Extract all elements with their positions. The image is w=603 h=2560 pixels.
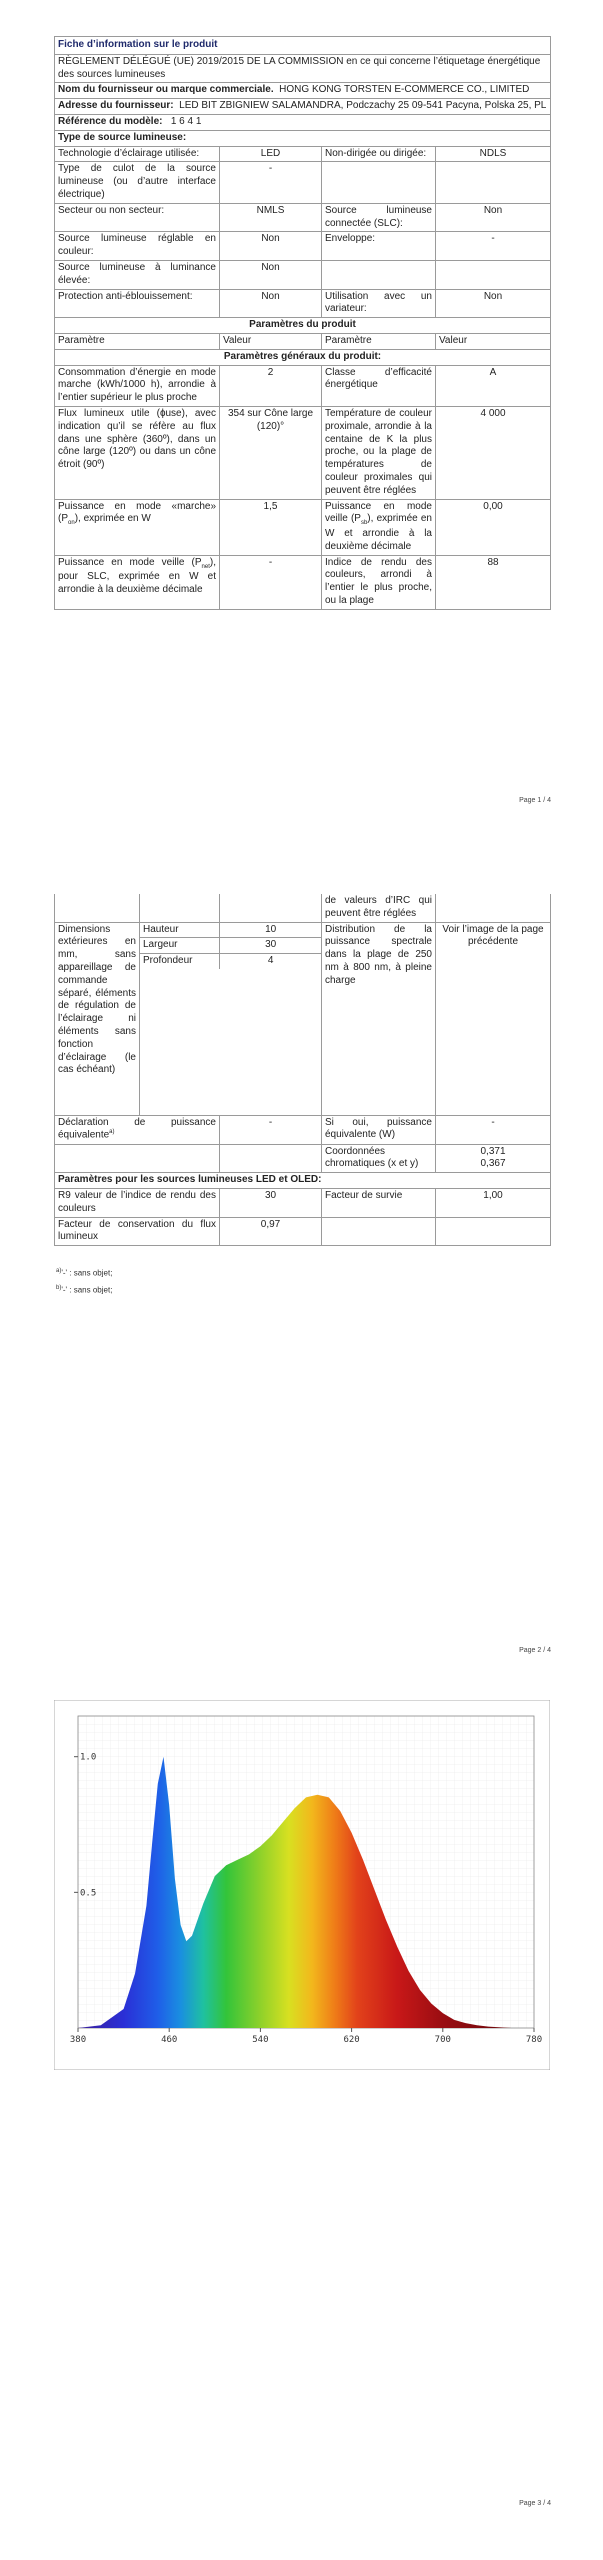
col-header-value-2: Valeur (436, 333, 551, 349)
source-row (55, 203, 551, 232)
footnote-a (56, 1268, 112, 1278)
power-net-label (55, 555, 220, 609)
source-type-heading: Type de source lumineuse: (55, 130, 551, 146)
page-2 (0, 880, 603, 1680)
row-label: Type de culot de la source lumineuse (ou d’autre interface électrique) (55, 162, 220, 203)
row-value-2: Non (436, 289, 551, 318)
row-value: - (220, 162, 322, 203)
address-value: LED BIT ZBIGNIEW SALAMANDRA, Podczachy 25 09-541 Pacyna, Polska 25, PL (179, 100, 547, 112)
address-label: Adresse du fournisseur: (58, 100, 174, 112)
chromaticity-row (55, 1144, 551, 1173)
equivalent-power-text: Déclaration de puissance équivalente (58, 1116, 216, 1141)
col-header-value: Valeur (220, 333, 322, 349)
supplier-row (55, 83, 551, 99)
row-value-2: - (436, 232, 551, 261)
power-net-label-a: Puissance en mode veille (P (58, 556, 202, 568)
power-on-value: 1,5 (220, 499, 322, 555)
dimensions-grid (140, 922, 322, 1115)
cri-continued-row (55, 894, 551, 922)
x-tick-label: 620 (343, 2035, 360, 2045)
power-on-sub: on (68, 520, 75, 527)
row-label: Secteur ou non secteur: (55, 203, 220, 232)
power-net-row (55, 555, 551, 609)
source-row (55, 232, 551, 261)
equivalent-power-label (55, 1115, 220, 1144)
power-on-label-b: ), exprimée en W (74, 513, 151, 525)
x-tick-label: 780 (525, 2035, 543, 2045)
r9-value: 30 (220, 1188, 322, 1217)
lumen-maintenance-row (55, 1217, 551, 1246)
x-tick-label: 700 (434, 2035, 451, 2045)
efficiency-class-label: Classe d’efficacité énergétique (322, 365, 436, 406)
dim-width-value: 30 (220, 938, 321, 954)
regulation-text: RÈGLEMENT DÉLÉGUÉ (UE) 2019/2015 DE LA COMMISSION en ce qui concerne l’étiquetage énergétique des sources lumineuses (55, 54, 551, 83)
footnote-b-mark: b) (56, 1285, 62, 1291)
power-net-sub: net (201, 563, 210, 570)
supplier-label: Nom du fournisseur ou marque commerciale. (58, 84, 274, 96)
led-params-heading: Paramètres pour les sources lumineuses LED et OLED: (55, 1173, 551, 1189)
row-value-2: Non (436, 203, 551, 232)
survival-factor-value: 1,00 (436, 1188, 551, 1217)
row-label-2: Utilisation avec un variateur: (322, 289, 436, 318)
model-value: 1 6 4 1 (170, 115, 202, 127)
page-number: Page 3 / 4 (519, 2500, 551, 2507)
standby-sub: sb (360, 520, 368, 527)
power-on-label-a: Puissance en mode «marche» (P (58, 500, 216, 525)
model-label: Référence du modèle: (58, 115, 163, 127)
power-net-label-b: ), pour SLC, exprimée en W et arrondie à la deuxième décimale (58, 556, 216, 596)
row-value-2 (436, 162, 551, 203)
equivalent-watts-label: Si oui, puissance équivalente (W) (322, 1115, 436, 1144)
product-info-table-continued (54, 894, 551, 1246)
r9-label: R9 valeur de l’indice de rendu des couleurs (55, 1188, 220, 1217)
address-row (55, 99, 551, 115)
survival-factor-label: Facteur de survie (322, 1188, 436, 1217)
efficiency-class-value: A (436, 365, 551, 406)
dim-height-label: Hauteur (140, 923, 220, 938)
standby-label (322, 499, 436, 555)
row-value-2 (436, 260, 551, 289)
source-row (55, 162, 551, 203)
r9-row (55, 1188, 551, 1217)
general-params-heading: Paramètres généraux du produit: (55, 349, 551, 365)
dimensions-label: Dimensions extérieures en mm, sans appareillage de commande séparé, éléments de régulation de l’éclairage ni éléments sans fonction d’éclairage (le cas échéant) (55, 922, 140, 1115)
dim-height-value: 10 (220, 923, 321, 938)
product-info-table (54, 36, 551, 610)
y-tick-label: 1.0 (80, 1752, 97, 1763)
cri-label-continued: de valeurs d’IRC qui peuvent être réglées (322, 894, 436, 922)
row-label-2 (322, 162, 436, 203)
row-value: LED (220, 146, 322, 162)
x-tick-label: 460 (161, 2035, 178, 2045)
col-header-param: Paramètre (55, 333, 220, 349)
row-label-2: Source lumineuse connectée (SLC): (322, 203, 436, 232)
footnote-a-mark: a) (56, 1268, 62, 1274)
row-value: Non (220, 289, 322, 318)
chromaticity-label: Coordonnées chromatiques (x et y) (322, 1144, 436, 1173)
power-net-value: - (220, 555, 322, 609)
cct-value: 4 000 (436, 406, 551, 499)
standby-label-a: Puissance en mode veille (P (325, 500, 432, 525)
row-label-2: Enveloppe: (322, 232, 436, 261)
dim-depth-value: 4 (267, 955, 274, 967)
spd-label: Distribution de la puissance spectrale dans la plage de 250 nm à 800 nm, à pleine charge (322, 922, 436, 1115)
equivalent-power-row (55, 1115, 551, 1144)
model-row (55, 114, 551, 130)
lumen-maintenance-value: 0,97 (220, 1217, 322, 1246)
dim-depth-label: Profondeur (140, 954, 220, 969)
footnote-b (56, 1285, 112, 1295)
footnote-a-text: '-' : sans objet; (61, 1268, 113, 1278)
power-on-row (55, 499, 551, 555)
supplier-value: HONG KONG TORSTEN E-COMMERCE CO., LIMITED (279, 84, 530, 96)
cri-value: 88 (436, 555, 551, 609)
flux-row (55, 406, 551, 499)
source-row (55, 260, 551, 289)
row-label: Protection anti-éblouissement: (55, 289, 220, 318)
energy-row (55, 365, 551, 406)
standby-label-b: ), exprimée en W et arrondie à la deuxième décimale (325, 513, 432, 552)
flux-value: 354 sur Cône large (120)° (220, 406, 322, 499)
page-title: Fiche d’information sur le produit (55, 37, 551, 55)
spectral-power-chart (54, 1700, 550, 2070)
chromaticity-value (436, 1144, 551, 1173)
cct-label: Température de couleur proximale, arrondie à la centaine de K la plus proche, ou la plage de températures de couleur proximales qui peuvent être réglées (322, 406, 436, 499)
row-label: Technologie d’éclairage utilisée: (55, 146, 220, 162)
energy-label: Consommation d’énergie en mode marche (kWh/1000 h), arrondie à l’entier supérieur le plus proche (55, 365, 220, 406)
column-header-row (55, 333, 551, 349)
row-label: Source lumineuse à luminance élevée: (55, 260, 220, 289)
dimensions-row (55, 922, 551, 1115)
row-value: Non (220, 260, 322, 289)
spd-value: Voir l’image de la page précédente (436, 922, 551, 1115)
source-row (55, 146, 551, 162)
y-tick-label: 0.5 (80, 1888, 97, 1899)
row-label: Source lumineuse réglable en couleur: (55, 232, 220, 261)
standby-value: 0,00 (436, 499, 551, 555)
chromaticity-x: 0,371 (480, 1145, 506, 1157)
page-number: Page 1 / 4 (519, 797, 551, 804)
lumen-maintenance-label: Facteur de conservation du flux lumineux (55, 1217, 220, 1246)
equivalent-watts-value: - (436, 1115, 551, 1144)
chromaticity-y: 0,367 (480, 1158, 506, 1170)
source-row (55, 289, 551, 318)
footnote-b-text: '-' : sans objet; (61, 1285, 113, 1295)
page-1 (0, 0, 603, 810)
row-label-2 (322, 260, 436, 289)
col-header-param-2: Paramètre (322, 333, 436, 349)
page-number: Page 2 / 4 (519, 1647, 551, 1654)
power-on-label (55, 499, 220, 555)
row-label-2: Non-dirigée ou dirigée: (322, 146, 436, 162)
row-value: Non (220, 232, 322, 261)
footnote-ref-a: a) (109, 1129, 115, 1136)
row-value-2: NDLS (436, 146, 551, 162)
x-tick-label: 380 (69, 2035, 87, 2045)
flux-label: Flux lumineux utile (ɸuse), avec indication qu’il se réfère au flux dans une sphère (360º), dans un cône large (120º) ou dans un cône étroit (90º) (55, 406, 220, 499)
product-params-heading: Paramètres du produit (55, 318, 551, 334)
energy-value: 2 (220, 365, 322, 406)
dim-width-label: Largeur (140, 938, 220, 954)
equivalent-power-value: - (220, 1115, 322, 1144)
x-tick-label: 540 (252, 2035, 269, 2045)
row-value: NMLS (220, 203, 322, 232)
cri-label: Indice de rendu des couleurs, arrondi à l’entier le plus proche, ou la plage (322, 555, 436, 609)
